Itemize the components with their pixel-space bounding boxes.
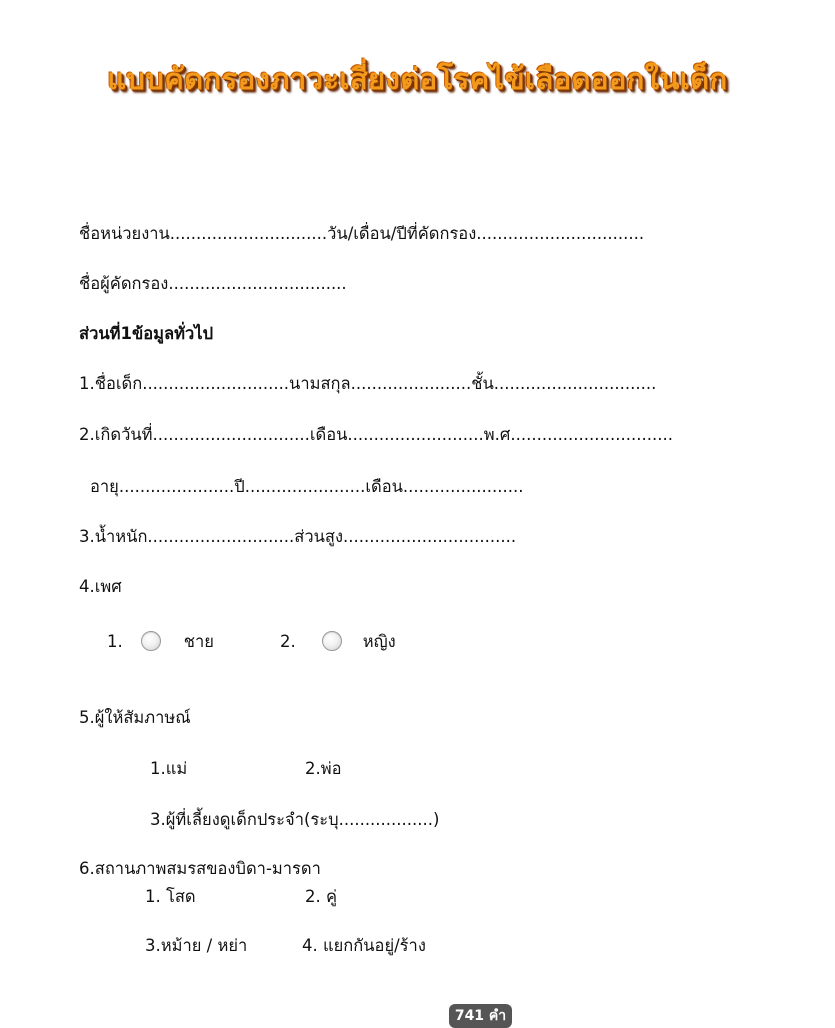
- word-count-badge: 741 คำ: [449, 1004, 512, 1028]
- marital-option-separated: 4. แยกกันอยู่/ร้าง: [302, 936, 426, 955]
- marital-option-single: 1. โสด: [145, 887, 196, 906]
- interviewee-option-mother: 1.แม่: [150, 759, 188, 778]
- q5-interviewee-label: 5.ผู้ให้สัมภาษณ์: [79, 708, 191, 727]
- document-title: แบบคัดกรองภาวะเสี่ยงต่อโรคไข้เลือดออกในเด็ก: [107, 62, 728, 96]
- female-radio[interactable]: [322, 631, 342, 651]
- sex-option-female: [280, 631, 396, 653]
- interviewee-option-caregiver: 3.ผู้ที่เลี้ยงดูเด็กประจำ(ระบุ..................): [150, 810, 440, 829]
- section1-heading: ส่วนที่1ข้อมูลทั่วไป: [79, 324, 214, 343]
- agency-line: ชื่อหน่วยงาน..............................วัน/เดื่อน/ปีที่คัดกรอง................................: [79, 224, 645, 243]
- q3-weight-height: 3.น้ำหนัก............................ส่วนสูง.................................: [79, 527, 517, 546]
- sex-option-label: หญิง: [362, 632, 396, 651]
- q6-marital-status-label: 6.สถานภาพสมรสของบิดา-มารดา: [79, 859, 321, 878]
- interviewee-option-father: 2.พ่อ: [305, 759, 342, 778]
- q4-sex-label: 4.เพศ: [79, 577, 122, 596]
- screener-line: ชื่อผู้คัดกรอง..................................: [79, 274, 347, 293]
- male-radio[interactable]: [141, 631, 161, 651]
- sex-option-label: ชาย: [183, 632, 214, 651]
- sex-option-number: 2.: [280, 632, 296, 651]
- sex-option-male: [107, 631, 214, 653]
- q2-birth-date: 2.เกิดวันที่..............................เดือน..........................พ.ศ...............................: [79, 425, 673, 444]
- q2-age: อายุ......................ปี.......................เดือน.......................: [90, 477, 524, 496]
- sex-option-number: 1.: [107, 632, 123, 651]
- marital-option-married: 2. คู่: [305, 887, 338, 906]
- marital-option-widowed-divorced: 3.หม้าย / หย่า: [145, 936, 248, 955]
- q1-child-name: 1.ชื่อเด็ก............................นามสกุล.......................ชั้น...............................: [79, 374, 657, 393]
